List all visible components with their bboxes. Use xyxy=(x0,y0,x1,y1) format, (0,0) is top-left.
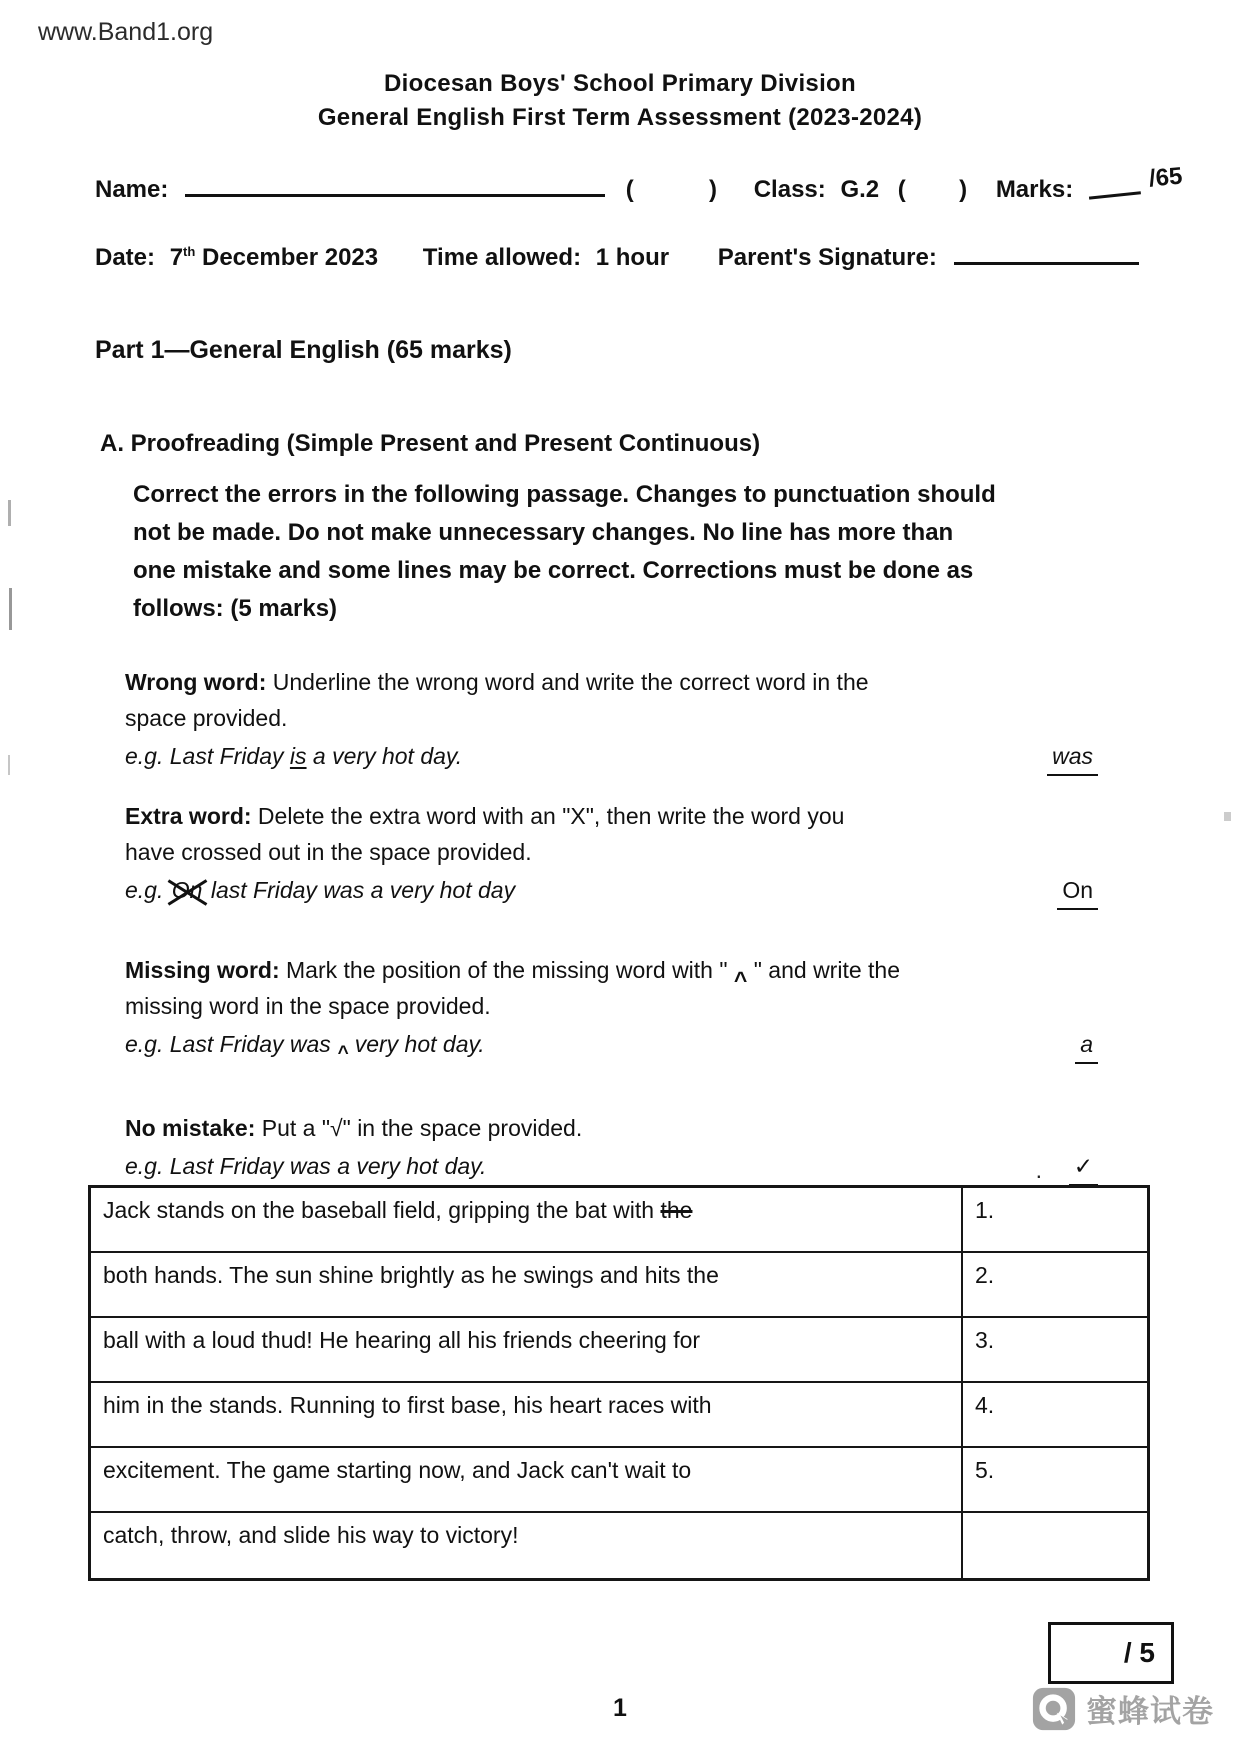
brand-watermark xyxy=(1032,1686,1214,1731)
table-row xyxy=(91,1448,1147,1513)
rule-no-mistake xyxy=(125,1110,1150,1184)
rule-missing-word-body: " and write the xyxy=(747,957,900,983)
passage-line-cell: catch, throw, and slide his way to victory! xyxy=(91,1513,963,1578)
rule-no-mistake-body: Put a "√" in the space provided. xyxy=(261,1115,583,1141)
scan-artifact xyxy=(9,588,12,630)
example-answer-was: was xyxy=(1047,738,1098,776)
example-text: last Friday was a very hot day xyxy=(204,877,516,903)
date-month-year: December 2023 xyxy=(202,244,379,271)
rule-wrong-word-example xyxy=(125,738,1150,774)
rule-no-mistake-text xyxy=(125,1110,1150,1146)
class-section-blank xyxy=(912,196,952,197)
marks-blank-line xyxy=(1087,173,1141,199)
scan-artifact xyxy=(1224,812,1231,821)
rule-extra-word-text xyxy=(125,798,1150,870)
example-text: e.g. Last Friday was a very hot day. xyxy=(125,1153,487,1179)
example-answer-on: On xyxy=(1057,872,1098,910)
passage-line-cell: him in the stands. Running to first base, his heart races with xyxy=(91,1383,963,1446)
class-number-open-paren: ( xyxy=(625,176,634,203)
rule-missing-word-text xyxy=(125,952,1150,1024)
brand-name: 蜜蜂试卷 xyxy=(1086,1694,1214,1729)
section-a-instructions: Correct the errors in the following passage. Changes to punctuation should not be made. Do not make unnecessary changes. No line has more than one mistake and some lines may be correct. Corrections must be done as follows: (5 marks) xyxy=(133,481,996,622)
rule-extra-word-example xyxy=(125,872,1150,908)
table-row xyxy=(91,1318,1147,1383)
underlined-wrong-word: is xyxy=(289,743,307,769)
table-row xyxy=(91,1253,1147,1318)
site-watermark: www.Band1.org xyxy=(38,18,214,46)
rule-missing-word-body: Mark the position of the missing word with " xyxy=(286,957,734,983)
passage-line-cell: both hands. The sun shine brightly as he swings and hits the xyxy=(91,1253,963,1316)
parent-signature-blank-line xyxy=(954,238,1139,265)
date-label: Date: xyxy=(95,244,156,271)
scan-artifact xyxy=(8,755,10,775)
name-label: Name: xyxy=(95,176,169,203)
rule-extra-word-body: Delete the extra word with an "X", then write the word you have crossed out in the space provided. xyxy=(125,803,845,865)
passage-line-cell: excitement. The game starting now, and Jack can't wait to xyxy=(91,1448,963,1511)
example-text: e.g. Last Friday was xyxy=(125,1031,338,1057)
answer-number-cell: 5. xyxy=(975,1457,995,1483)
answer-number-cell: 1. xyxy=(975,1197,995,1223)
crossed-out-word: On xyxy=(170,872,205,908)
bee-exam-logo-icon xyxy=(1032,1687,1076,1731)
class-number-blank xyxy=(640,196,702,197)
answer-number-cell: 4. xyxy=(975,1392,995,1418)
part1-heading: Part 1—General English (65 marks) xyxy=(95,336,512,364)
example-text: e.g. xyxy=(125,877,170,903)
marks-total: /65 xyxy=(1147,162,1183,193)
caret-symbol: ^ xyxy=(337,1043,349,1064)
time-allowed-value: 1 hour xyxy=(595,244,670,271)
answer-number-cell: 3. xyxy=(975,1327,995,1353)
rule-missing-word xyxy=(125,952,1150,1065)
example-text: a very hot day. xyxy=(306,743,463,769)
passage-line-cell: ball with a loud thud! He hearing all his friends cheering for xyxy=(91,1318,963,1381)
name-blank-line xyxy=(185,170,605,197)
rule-missing-word-label: Missing word: xyxy=(125,957,280,983)
answer-number-cell: 2. xyxy=(975,1262,995,1288)
passage-line-cell: Jack stands on the baseball field, gripping the bat with the xyxy=(91,1188,963,1251)
section-a-heading: A. Proofreading (Simple Present and Present Continuous) xyxy=(100,430,761,457)
student-info-row xyxy=(95,162,1183,204)
time-allowed-label: Time allowed: xyxy=(422,244,582,271)
school-title: Diocesan Boys' School Primary Division xyxy=(384,70,856,97)
page-number: 1 xyxy=(613,1694,627,1722)
parent-signature-label: Parent's Signature: xyxy=(717,244,937,271)
scan-dot: . xyxy=(1035,1157,1042,1183)
rule-no-mistake-label: No mistake: xyxy=(125,1115,256,1141)
rule-wrong-word-body: Underline the wrong word and write the correct word in the space provided. xyxy=(125,669,869,731)
rule-missing-word-body: missing word in the space provided. xyxy=(125,993,491,1019)
date-ordinal: th xyxy=(183,244,196,259)
table-row xyxy=(91,1383,1147,1448)
struck-word: the xyxy=(660,1197,693,1223)
example-text: e.g. Last Friday xyxy=(125,743,290,769)
table-row xyxy=(91,1513,1147,1578)
caret-symbol: ^ xyxy=(733,967,748,993)
rule-no-mistake-example xyxy=(125,1148,1150,1184)
rule-extra-word-label: Extra word: xyxy=(125,803,252,829)
scan-artifact xyxy=(8,500,11,526)
rule-wrong-word xyxy=(125,664,1150,774)
example-answer-check: ✓ xyxy=(1069,1148,1098,1186)
class-number-close-paren: ) xyxy=(709,176,718,203)
table-row xyxy=(91,1188,1147,1253)
date-day: 7 xyxy=(169,244,184,271)
marks-label: Marks: xyxy=(995,176,1074,203)
rule-wrong-word-text xyxy=(125,664,1150,736)
rule-wrong-word-label: Wrong word: xyxy=(125,669,267,695)
class-value: G.2 xyxy=(840,176,880,203)
rule-extra-word xyxy=(125,798,1150,908)
example-text: very hot day. xyxy=(348,1031,485,1057)
proofreading-table xyxy=(88,1185,1150,1581)
class-section-close-paren: ) xyxy=(959,176,968,203)
section-score-box: / 5 xyxy=(1048,1622,1174,1684)
rule-missing-word-example xyxy=(125,1026,1150,1065)
date-row xyxy=(95,238,1139,272)
class-section-open-paren: ( xyxy=(897,176,906,203)
class-label: Class: xyxy=(753,176,826,203)
assessment-title: General English First Term Assessment (2023-2024) xyxy=(317,104,923,131)
example-answer-a: a xyxy=(1075,1026,1098,1064)
answer-number-cell xyxy=(963,1513,1147,1578)
